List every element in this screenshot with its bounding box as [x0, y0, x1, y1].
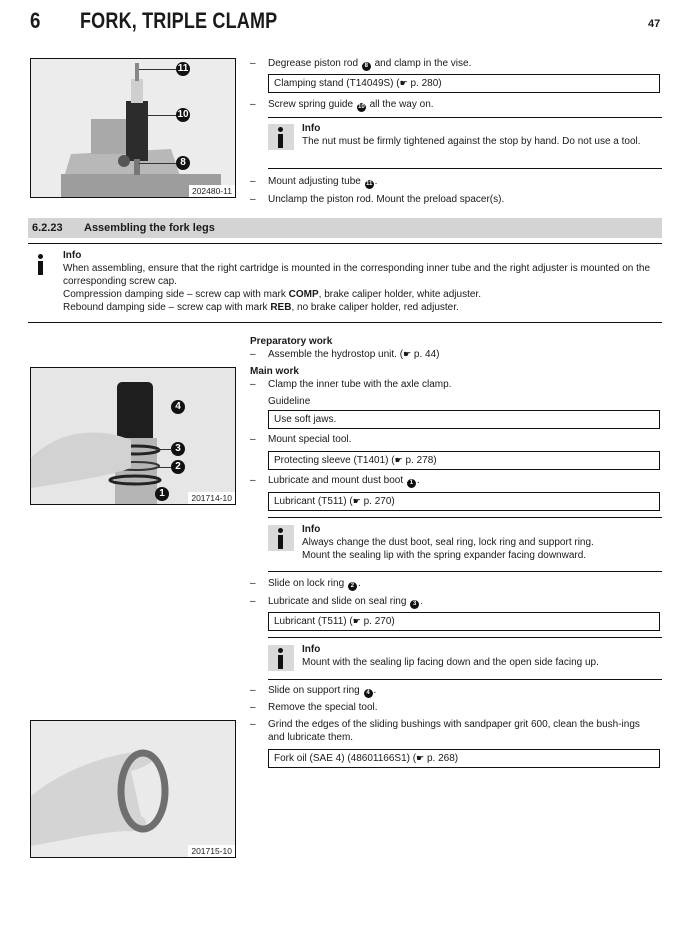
info-icon	[268, 645, 294, 671]
callout-1: 1	[155, 487, 169, 501]
pointer-hand-icon: ☛	[403, 349, 412, 359]
page-link-280[interactable]: p. 280)	[407, 78, 442, 89]
info-note-change-rings: Info Always change the dust boot, seal ring, lock ring and support ring. Mount the sealing lip with the spring expander facing downward.	[302, 524, 594, 561]
chapter-title: FORK, TRIPLE CLAMP	[80, 8, 278, 33]
divider	[28, 322, 662, 323]
divider	[268, 571, 662, 572]
tool-box-lubricant: Lubricant (T511) (☛ p. 270)	[268, 612, 660, 631]
page-link-270[interactable]: p. 270)	[360, 616, 395, 627]
step-unclamp-piston-rod: – Unclamp the piston rod. Mount the preload spacer(s).	[250, 194, 505, 205]
step-assemble-hydrostop: – Assemble the hydrostop unit. (☛ p. 44)	[250, 349, 440, 360]
page-link-268[interactable]: p. 268)	[424, 753, 459, 764]
divider	[28, 243, 662, 244]
ref-10-icon: 10	[357, 104, 365, 110]
section-header	[28, 218, 662, 238]
guideline-label: Guideline	[268, 396, 311, 407]
tool-box-clamping-stand: Clamping stand (T14049S) (☛ p. 280)	[268, 74, 660, 93]
step-mount-adjusting-tube: – Mount adjusting tube 11 .	[250, 176, 378, 187]
info-icon	[268, 525, 294, 551]
pointer-hand-icon: ☛	[394, 455, 403, 465]
ref-4-icon: 4	[364, 689, 373, 698]
info-note-sealing-lip: Info Mount with the sealing lip facing down and the open side facing up.	[302, 644, 599, 668]
page-link-44[interactable]: p. 44)	[411, 349, 440, 360]
step-mount-special-tool: – Mount special tool.	[250, 434, 352, 445]
divider	[268, 117, 662, 118]
info-note-nut: Info The nut must be firmly tightened against the stop by hand. Do not use a tool.	[302, 123, 641, 147]
step-clamp-inner-tube: – Clamp the inner tube with the axle clamp.	[250, 379, 452, 390]
step-mount-dust-boot: – Lubricate and mount dust boot 1 .	[250, 475, 420, 486]
bushing-illustration	[31, 721, 235, 857]
figure-fork-rings	[30, 367, 236, 505]
step-grind-bushings: – Grind the edges of the sliding bushings with sandpaper grit 600, clean the bush-ings and lubricate them.	[250, 719, 640, 743]
tool-box-fork-oil: Fork oil (SAE 4) (48601166S1) (☛ p. 268)	[268, 749, 660, 768]
callout-10: 10	[177, 109, 189, 120]
callout-11: 11	[177, 63, 189, 74]
figure-bushing-in-hand	[30, 720, 236, 858]
step-slide-seal-ring: – Lubricate and slide on seal ring 3 .	[250, 596, 423, 607]
step-degrease-piston-rod: – Degrease piston rod 8 and clamp in the vise.	[250, 58, 472, 69]
tool-box-lubricant: Lubricant (T511) (☛ p. 270)	[268, 492, 660, 511]
fork-rings-illustration	[31, 368, 235, 504]
section-title: Assembling the fork legs	[84, 222, 215, 234]
ref-8-icon: 8	[362, 62, 371, 71]
divider	[268, 679, 662, 680]
pointer-hand-icon: ☛	[352, 616, 361, 626]
section-number: 6.2.23	[32, 222, 63, 234]
page-number: 47	[648, 18, 661, 30]
callout-3: 3	[171, 442, 185, 456]
pointer-hand-icon: ☛	[352, 496, 361, 506]
vise-illustration	[31, 59, 235, 197]
callout-8: 8	[176, 156, 190, 170]
figure-piston-rod-vise	[30, 58, 236, 198]
chapter-number: 6	[30, 8, 41, 33]
figure-code: 201715-10	[188, 845, 235, 857]
ref-2-icon: 2	[348, 582, 357, 591]
page-link-278[interactable]: p. 278)	[402, 455, 437, 466]
divider	[268, 168, 662, 169]
page-link-270[interactable]: p. 270)	[360, 496, 395, 507]
ref-1-icon: 1	[407, 479, 416, 488]
callout-4: 4	[171, 400, 185, 414]
step-slide-lock-ring: – Slide on lock ring 2 .	[250, 578, 361, 589]
main-work-heading: Main work	[250, 366, 299, 377]
preparatory-heading: Preparatory work	[250, 336, 333, 347]
figure-code: 202480-11	[189, 185, 235, 197]
guideline-box-soft-jaws: Use soft jaws.	[268, 410, 660, 429]
info-note-assembling: Info When assembling, ensure that the right cartridge is mounted in the corresponding inner tube and the right adjuster is mounted on the corresponding screw cap. Compression damping side – screw cap with mark COMP, brake caliper holder, white adjuster. Rebound damping side – screw cap with mark REB, no brake caliper holder, red adjuster.	[63, 250, 651, 313]
info-icon	[268, 124, 294, 150]
callout-2: 2	[171, 460, 185, 474]
info-icon	[28, 251, 54, 277]
pointer-hand-icon: ☛	[416, 753, 425, 763]
ref-11-icon: 11	[365, 181, 373, 187]
ref-3-icon: 3	[410, 600, 419, 609]
divider	[268, 637, 662, 638]
step-remove-special-tool: – Remove the special tool.	[250, 702, 378, 713]
pointer-hand-icon: ☛	[399, 78, 408, 88]
step-screw-spring-guide: – Screw spring guide 10 all the way on.	[250, 99, 434, 110]
divider	[268, 517, 662, 518]
tool-box-protecting-sleeve: Protecting sleeve (T1401) (☛ p. 278)	[268, 451, 660, 470]
figure-code: 201714-10	[188, 492, 235, 504]
step-slide-support-ring: – Slide on support ring 4 .	[250, 685, 377, 696]
